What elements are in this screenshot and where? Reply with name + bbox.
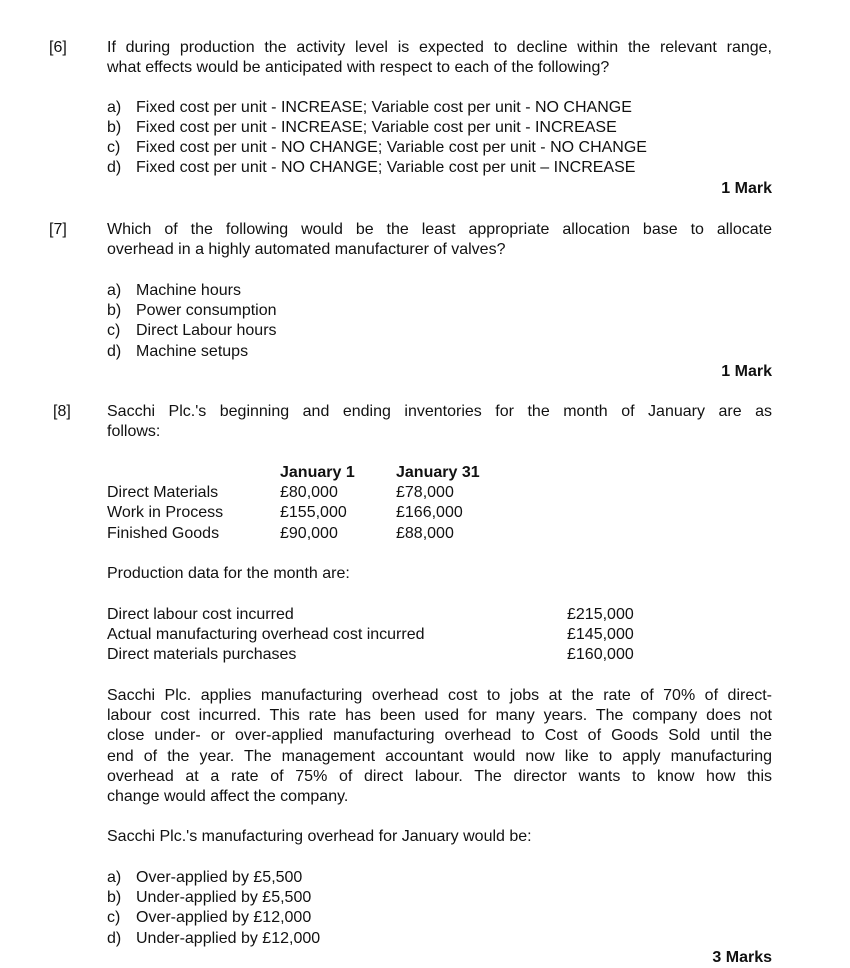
inventory-row-jan1: £80,000 bbox=[280, 484, 338, 501]
question-6-option-a bbox=[107, 98, 632, 118]
option-text: Power consumption bbox=[136, 302, 277, 319]
question-8-number: [8] bbox=[53, 403, 71, 420]
question-6-text-line-1: If during production the activity level is expected to decline within the relevant range, bbox=[107, 39, 772, 56]
question-8-option-b bbox=[107, 888, 311, 908]
paragraph-line-4: end of the year. The management accountant would now like to apply manufacturing bbox=[107, 748, 772, 765]
question-6-number: [6] bbox=[49, 39, 67, 56]
production-intro: Production data for the month are: bbox=[107, 565, 350, 582]
question-7-option-b bbox=[107, 301, 277, 321]
inventory-header-jan31: January 31 bbox=[396, 464, 480, 481]
question-6-option-d bbox=[107, 158, 635, 178]
option-text: Direct Labour hours bbox=[136, 322, 277, 339]
question-8-text-line-1: Sacchi Plc.'s beginning and ending inventories for the month of January are as bbox=[107, 403, 772, 420]
option-letter: d) bbox=[107, 930, 122, 947]
option-letter: b) bbox=[107, 889, 122, 906]
option-letter: a) bbox=[107, 869, 122, 886]
option-text: Over-applied by £5,500 bbox=[136, 869, 303, 886]
paragraph-line-3: close under- or over-applied manufacturing overhead to Cost of Goods Sold until the bbox=[107, 727, 772, 744]
production-row-label: Direct labour cost incurred bbox=[107, 606, 294, 623]
option-text: Under-applied by £5,500 bbox=[136, 889, 312, 906]
production-row-value: £215,000 bbox=[567, 606, 634, 623]
option-text: Fixed cost per unit - INCREASE; Variable cost per unit - NO CHANGE bbox=[136, 99, 632, 116]
question-6-option-b bbox=[107, 118, 617, 138]
inventory-row-label: Direct Materials bbox=[107, 484, 219, 501]
option-letter: b) bbox=[107, 119, 122, 136]
question-7-text-line-1: Which of the following would be the least appropriate allocation base to allocate bbox=[107, 221, 772, 238]
option-letter: d) bbox=[107, 159, 122, 176]
inventory-row-jan31: £88,000 bbox=[396, 525, 454, 542]
question-7-option-a bbox=[107, 281, 241, 301]
question-7-option-c bbox=[107, 321, 277, 341]
production-row-value: £145,000 bbox=[567, 626, 634, 643]
option-text: Under-applied by £12,000 bbox=[136, 930, 321, 947]
paragraph-line-5: overhead at a rate of 75% of direct labour. The director wants to know how this bbox=[107, 768, 772, 785]
question-8-option-a bbox=[107, 868, 302, 888]
paragraph-line-2: labour cost incurred. This rate has been used for many years. The company does not bbox=[107, 707, 772, 724]
production-row-label: Direct materials purchases bbox=[107, 646, 297, 663]
option-letter: c) bbox=[107, 322, 121, 339]
option-letter: a) bbox=[107, 282, 122, 299]
inventory-row-jan31: £166,000 bbox=[396, 504, 463, 521]
option-text: Over-applied by £12,000 bbox=[136, 909, 312, 926]
option-text: Machine hours bbox=[136, 282, 241, 299]
option-letter: c) bbox=[107, 139, 121, 156]
question-7-number: [7] bbox=[49, 221, 67, 238]
option-letter: a) bbox=[107, 99, 122, 116]
inventory-row-label: Work in Process bbox=[107, 504, 224, 521]
inventory-row-jan1: £155,000 bbox=[280, 504, 347, 521]
option-letter: c) bbox=[107, 909, 121, 926]
question-6-option-c bbox=[107, 138, 647, 158]
question-8-text-line-2: follows: bbox=[107, 423, 161, 440]
option-letter: d) bbox=[107, 343, 122, 360]
question-8-option-d bbox=[107, 929, 320, 949]
option-text: Fixed cost per unit - NO CHANGE; Variable cost per unit – INCREASE bbox=[136, 159, 636, 176]
option-letter: b) bbox=[107, 302, 122, 319]
question-7-marks: 1 Mark bbox=[721, 363, 772, 380]
question-6-marks: 1 Mark bbox=[721, 180, 772, 197]
question-8-option-c bbox=[107, 908, 311, 928]
inventory-row-jan1: £90,000 bbox=[280, 525, 338, 542]
question-6-text-line-2: what effects would be anticipated with respect to each of the following? bbox=[107, 59, 610, 76]
inventory-header-jan1: January 1 bbox=[280, 464, 355, 481]
option-text: Fixed cost per unit - INCREASE; Variable cost per unit - INCREASE bbox=[136, 119, 617, 136]
inventory-row-label: Finished Goods bbox=[107, 525, 220, 542]
question-8-marks: 3 Marks bbox=[712, 949, 772, 966]
question-7-option-d bbox=[107, 342, 248, 362]
paragraph-line-1: Sacchi Plc. applies manufacturing overhead cost to jobs at the rate of 70% of direct- bbox=[107, 687, 772, 704]
inventory-row-jan31: £78,000 bbox=[396, 484, 454, 501]
paragraph-line-6: change would affect the company. bbox=[107, 788, 349, 805]
production-row-label: Actual manufacturing overhead cost incurred bbox=[107, 626, 425, 643]
question-8-prompt: Sacchi Plc.'s manufacturing overhead for January would be: bbox=[107, 828, 532, 845]
option-text: Fixed cost per unit - NO CHANGE; Variable cost per unit - NO CHANGE bbox=[136, 139, 647, 156]
option-text: Machine setups bbox=[136, 343, 249, 360]
production-row-value: £160,000 bbox=[567, 646, 634, 663]
question-7-text-line-2: overhead in a highly automated manufacturer of valves? bbox=[107, 241, 506, 258]
